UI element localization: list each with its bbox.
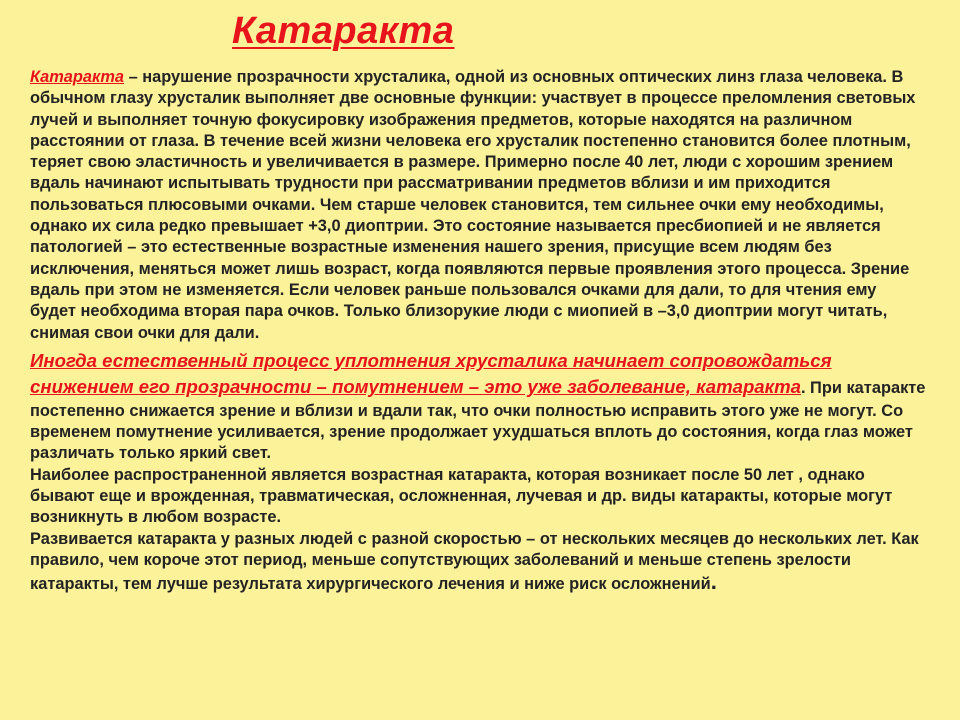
paragraph-types: Наиболее распространенной является возрастная катаракта, которая возникает после 50 лет , однако бывают еще и врожденная, травматическая, осложненная, лучевая и др. виды катаракты, которые могут возникнуть в любом возрасте. xyxy=(30,465,893,527)
slide-body xyxy=(30,67,926,596)
highlight-disease: Иногда естественный процесс уплотнения хрусталика начинает сопровождаться снижением его прозрачности – помутнением – это уже заболевание, катаракта xyxy=(30,349,832,398)
term-cataract: Катаракта xyxy=(30,68,125,86)
slide-title: Катаракта xyxy=(232,10,455,52)
development-end: . xyxy=(710,569,717,595)
development-text: Развивается катаракта у разных людей с разной скоростью – от нескольких месяцев до нескольких лет. Как правило, чем короче этот период, меньше сопутствующих заболеваний и меньше степень зрелости катаракты, тем лучше результата хирургического лечения и ниже риск осложнений xyxy=(30,529,919,594)
paragraph-disease xyxy=(30,348,926,465)
paragraph-definition xyxy=(30,67,926,344)
disease-text: . При катаракте постепенно снижается зрение и вблизи и вдали так, что очки полностью исправить этого уже не могут. Со временем помутнение усиливается, зрение продолжает ухудшаться вплоть до состояния, когда глаз может различать только яркий свет. xyxy=(30,379,926,463)
paragraph-development xyxy=(30,529,926,596)
definition-text: – нарушение прозрачности хрусталика, одной из основных оптических линз глаза человека. В обычном глазу хрусталик выполняет две основные функции: участвует в процессе преломления световых лучей и выполняет точную фокусировку изображения предметов, которые находятся на различном расстоянии от глаза. В течение всей жизни человека его хрусталик постепенно становится более плотным, теряет свою эластичность и увеличивается в размере. Примерно после 40 лет, люди с хорошим зрением вдаль начинают испытывать трудности при рассматривании предметов вблизи и им приходится пользоваться плюсовыми очками. Чем старше человек становится, тем сильнее очки ему необходимы, однако их сила редко превышает +3,0 диоптрии. Это состояние называется пресбиопией и не является патологией – это естественные возрастные изменения нашего зрения, присущие всем людям без исключения, меняться может лишь возраст, когда появляются первые проявления этого процесса. Зрение вдаль при этом не изменяется. Если человек раньше пользовался очками для дали, то для чтения ему будет необходима вторая пара очков. Только близорукие люди с миопией в –3,0 диоптрии могут читать, снимая свои очки для дали. xyxy=(30,68,916,342)
